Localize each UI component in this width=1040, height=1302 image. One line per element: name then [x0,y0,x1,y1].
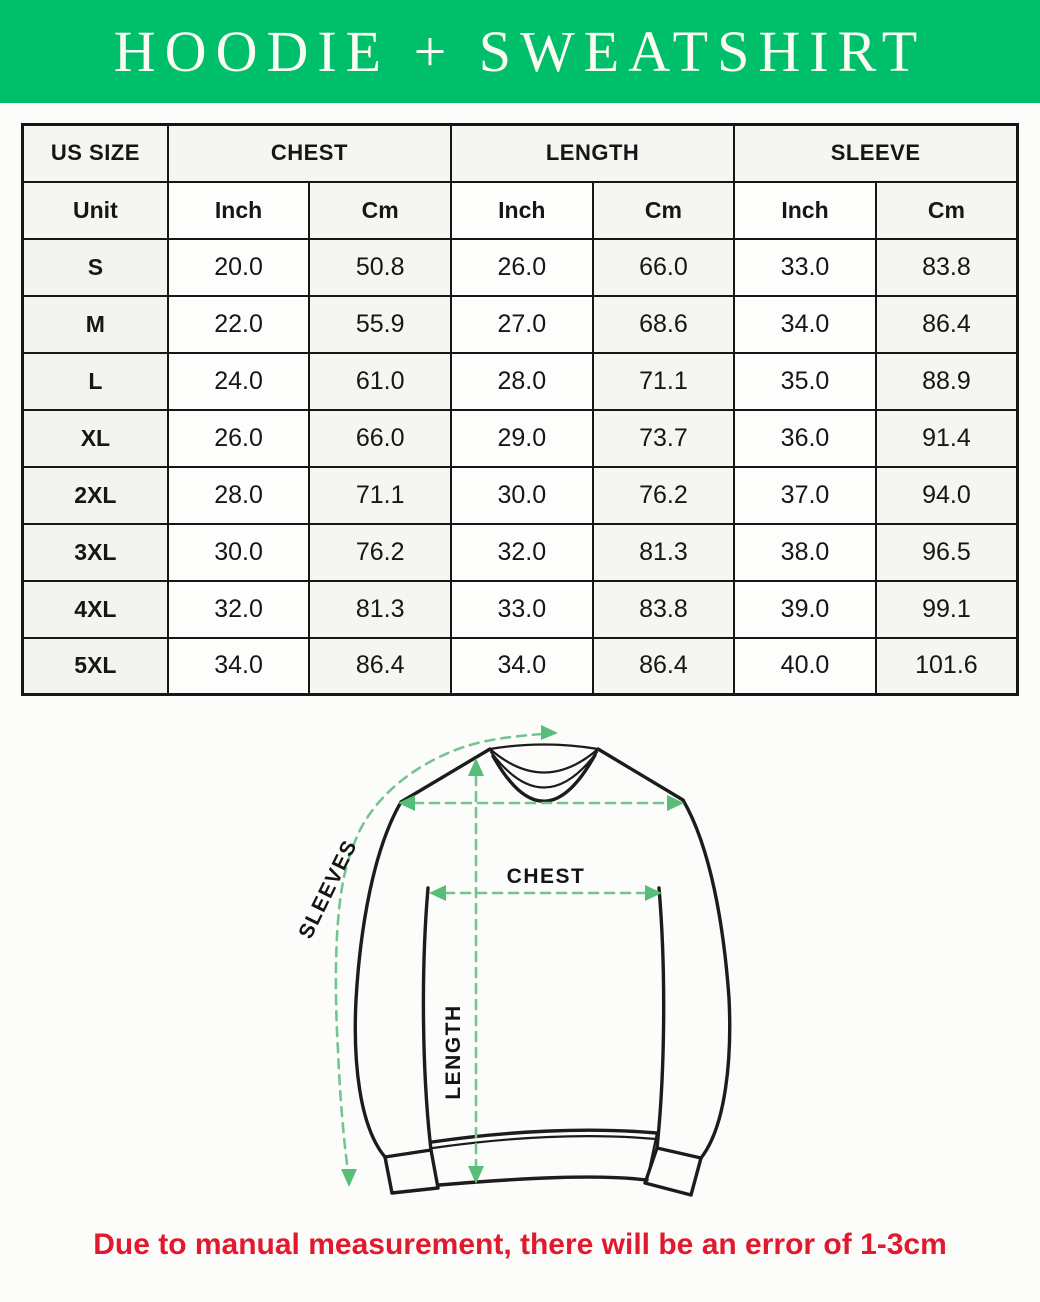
value-cell: 33.0 [451,581,593,638]
value-cell: 66.0 [593,239,735,296]
value-cell: 81.3 [593,524,735,581]
value-cell: 32.0 [168,581,310,638]
value-cell: 55.9 [309,296,451,353]
size-cell: M [23,296,168,353]
size-cell: 2XL [23,467,168,524]
value-cell: 91.4 [876,410,1018,467]
value-cell: 86.4 [876,296,1018,353]
group-header-row [23,125,1018,182]
value-cell: 76.2 [593,467,735,524]
value-cell: 86.4 [593,638,735,695]
value-cell: 99.1 [876,581,1018,638]
value-cell: 33.0 [734,239,876,296]
value-cell: 50.8 [309,239,451,296]
arrow-down-icon [341,1169,357,1187]
value-cell: 40.0 [734,638,876,695]
length-label: LENGTH [442,1004,465,1100]
unit-header: Unit [23,182,168,239]
chest-label: CHEST [506,865,586,888]
sweatshirt-drawing [288,700,808,1214]
column-header-length: LENGTH [451,125,734,182]
unit-header: Inch [451,182,593,239]
value-cell: 35.0 [734,353,876,410]
value-cell: 86.4 [309,638,451,695]
value-cell: 39.0 [734,581,876,638]
measurement-lines [336,725,684,1187]
value-cell: 27.0 [451,296,593,353]
table-row [23,353,1018,410]
value-cell: 61.0 [309,353,451,410]
value-cell: 22.0 [168,296,310,353]
column-header-us-size: US SIZE [23,125,168,182]
value-cell: 26.0 [451,239,593,296]
unit-header: Cm [309,182,451,239]
table-row [23,467,1018,524]
value-cell: 66.0 [309,410,451,467]
sweatshirt-outline [355,745,729,1196]
size-cell: 4XL [23,581,168,638]
value-cell: 36.0 [734,410,876,467]
value-cell: 26.0 [168,410,310,467]
sleeve-measure-line [336,734,542,1164]
value-cell: 83.8 [876,239,1018,296]
value-cell: 30.0 [451,467,593,524]
header-banner [0,0,1040,103]
value-cell: 101.6 [876,638,1018,695]
value-cell: 34.0 [451,638,593,695]
unit-header: Cm [593,182,735,239]
value-cell: 76.2 [309,524,451,581]
value-cell: 96.5 [876,524,1018,581]
arrow-left-icon [429,885,446,901]
value-cell: 73.7 [593,410,735,467]
value-cell: 28.0 [168,467,310,524]
value-cell: 29.0 [451,410,593,467]
value-cell: 94.0 [876,467,1018,524]
value-cell: 68.6 [593,296,735,353]
size-cell: 5XL [23,638,168,695]
size-chart-table [21,123,1019,696]
size-cell: 3XL [23,524,168,581]
value-cell: 81.3 [309,581,451,638]
value-cell: 71.1 [309,467,451,524]
value-cell: 28.0 [451,353,593,410]
sleeves-label: SLEEVES [294,835,363,943]
unit-header: Cm [876,182,1018,239]
table-row [23,638,1018,695]
table-row [23,296,1018,353]
value-cell: 71.1 [593,353,735,410]
page-title: HOODIE + SWEATSHIRT [113,19,927,84]
value-cell: 34.0 [168,638,310,695]
value-cell: 34.0 [734,296,876,353]
unit-header-row [23,182,1018,239]
table-row [23,581,1018,638]
unit-header: Inch [734,182,876,239]
size-cell: XL [23,410,168,467]
size-cell: S [23,239,168,296]
table-row [23,524,1018,581]
table-row [23,410,1018,467]
value-cell: 83.8 [593,581,735,638]
value-cell: 30.0 [168,524,310,581]
arrow-right-icon [541,725,558,740]
value-cell: 37.0 [734,467,876,524]
measurement-disclaimer: Due to manual measurement, there will be an error of 1-3cm [93,1228,947,1261]
size-cell: L [23,353,168,410]
unit-header: Inch [168,182,310,239]
value-cell: 24.0 [168,353,310,410]
table-row [23,239,1018,296]
column-header-sleeve: SLEEVE [734,125,1017,182]
value-cell: 38.0 [734,524,876,581]
column-header-chest: CHEST [168,125,451,182]
value-cell: 88.9 [876,353,1018,410]
value-cell: 32.0 [451,524,593,581]
value-cell: 20.0 [168,239,310,296]
measurement-diagram [0,700,1040,1214]
